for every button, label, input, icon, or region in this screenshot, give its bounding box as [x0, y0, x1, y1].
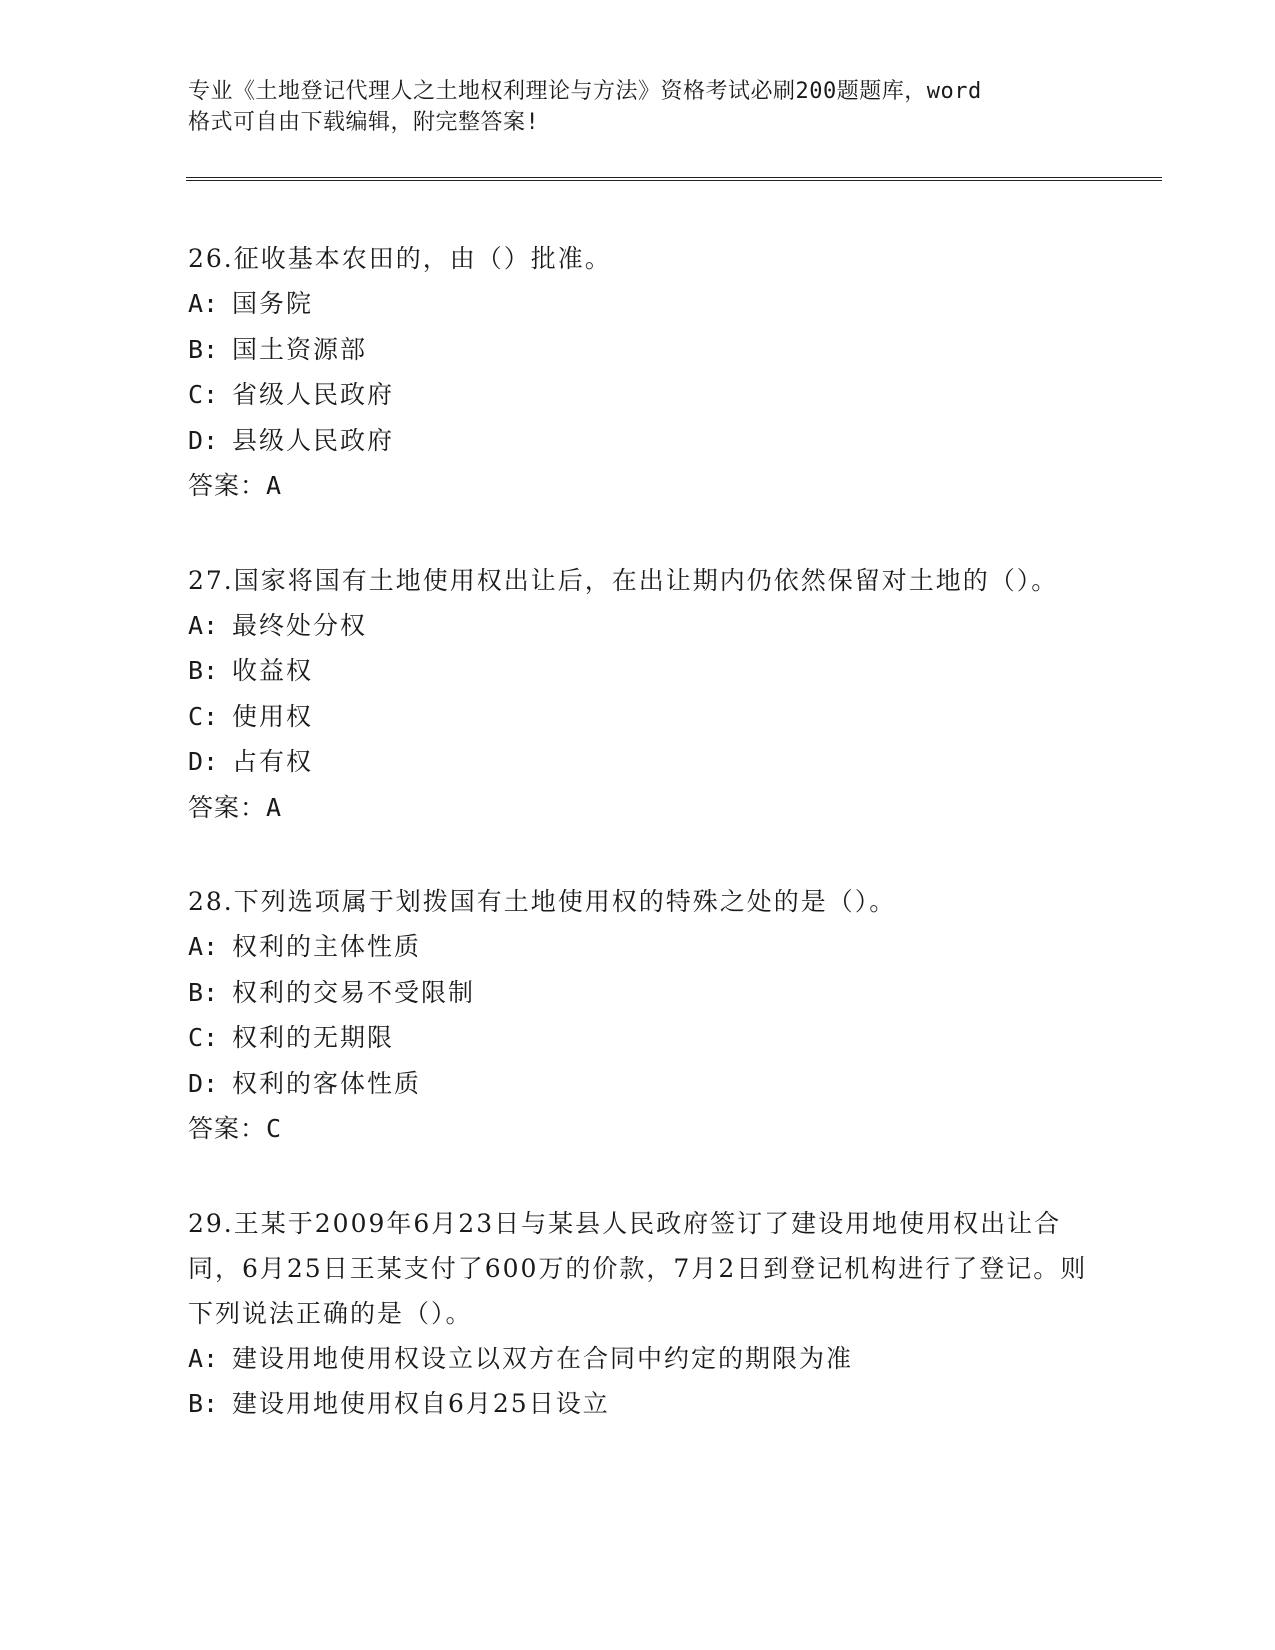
answer-value: A [266, 471, 283, 500]
option-b [188, 327, 1088, 373]
option-label: C: [188, 380, 219, 409]
option-d [188, 739, 1088, 785]
option-label: B: [188, 334, 219, 364]
option-label: A: [188, 1343, 219, 1373]
option-label: D: [188, 747, 219, 776]
option-text: 权利的客体性质 [232, 1068, 422, 1098]
header-divider [186, 177, 1162, 181]
answer-line [188, 463, 1088, 509]
option-a [188, 924, 1088, 970]
option-d [188, 418, 1088, 464]
option-text: 使用权 [232, 701, 314, 731]
question-stem: 26.征收基本农田的，由（）批准。 [188, 244, 612, 273]
option-label: D: [188, 1068, 219, 1098]
option-label: C: [188, 701, 219, 731]
option-label: C: [188, 1023, 219, 1052]
question-26 [188, 236, 1088, 509]
option-text: 省级人民政府 [232, 380, 395, 409]
option-text: 建设用地使用权自6月25日设立 [232, 1389, 610, 1418]
answer-prefix: 答案： [188, 792, 267, 822]
answer-line [188, 785, 1088, 831]
option-c [188, 694, 1088, 740]
answer-value: C [266, 1114, 283, 1143]
option-label: A: [188, 289, 219, 318]
question-stem: 28.下列选项属于划拨国有土地使用权的特殊之处的是（）。 [188, 887, 897, 916]
answer-value: A [266, 792, 283, 822]
option-text: 国土资源部 [232, 334, 368, 364]
option-text: 建设用地使用权设立以双方在合同中约定的期限为准 [232, 1343, 854, 1373]
option-text: 县级人民政府 [232, 425, 395, 455]
option-c [188, 372, 1088, 418]
option-b [188, 648, 1088, 694]
option-b [188, 970, 1088, 1016]
option-a [188, 1336, 1088, 1382]
option-label: B: [188, 656, 219, 685]
option-text: 权利的无期限 [232, 1023, 395, 1052]
option-text: 权利的交易不受限制 [232, 977, 476, 1007]
option-label: B: [188, 977, 219, 1007]
question-stem: 29.王某于2009年6月23日与某县人民政府签订了建设用地使用权出让合同，6月25日王某支付了600万的价款，7月2日到登记机构进行了登记。则下列说法正确的是（）。 [188, 1208, 1088, 1328]
option-label: D: [188, 425, 219, 455]
header-title-line-2: 格式可自由下载编辑，附完整答案! [188, 110, 540, 135]
question-28 [188, 879, 1088, 1152]
option-b [188, 1381, 1088, 1427]
answer-prefix: 答案： [188, 1114, 267, 1143]
option-c [188, 1015, 1088, 1061]
question-stem: 27.国家将国有土地使用权出让后，在出让期内仍依然保留对土地的（）。 [188, 565, 1059, 595]
option-label: B: [188, 1389, 219, 1418]
option-a [188, 603, 1088, 649]
answer-line [188, 1106, 1088, 1152]
question-list [188, 236, 1088, 1476]
option-text: 收益权 [232, 656, 314, 685]
document-header [188, 76, 1068, 138]
question-27 [188, 558, 1088, 831]
question-29 [188, 1201, 1088, 1427]
answer-prefix: 答案： [188, 471, 267, 500]
option-text: 国务院 [232, 289, 314, 318]
option-text: 最终处分权 [232, 610, 368, 640]
option-label: A: [188, 932, 219, 961]
option-a [188, 281, 1088, 327]
option-label: A: [188, 610, 219, 640]
option-text: 占有权 [232, 747, 314, 776]
option-text: 权利的主体性质 [232, 932, 422, 961]
option-d [188, 1061, 1088, 1107]
header-title-line-1: 专业《土地登记代理人之土地权利理论与方法》资格考试必刷200题题库，word [188, 79, 982, 104]
